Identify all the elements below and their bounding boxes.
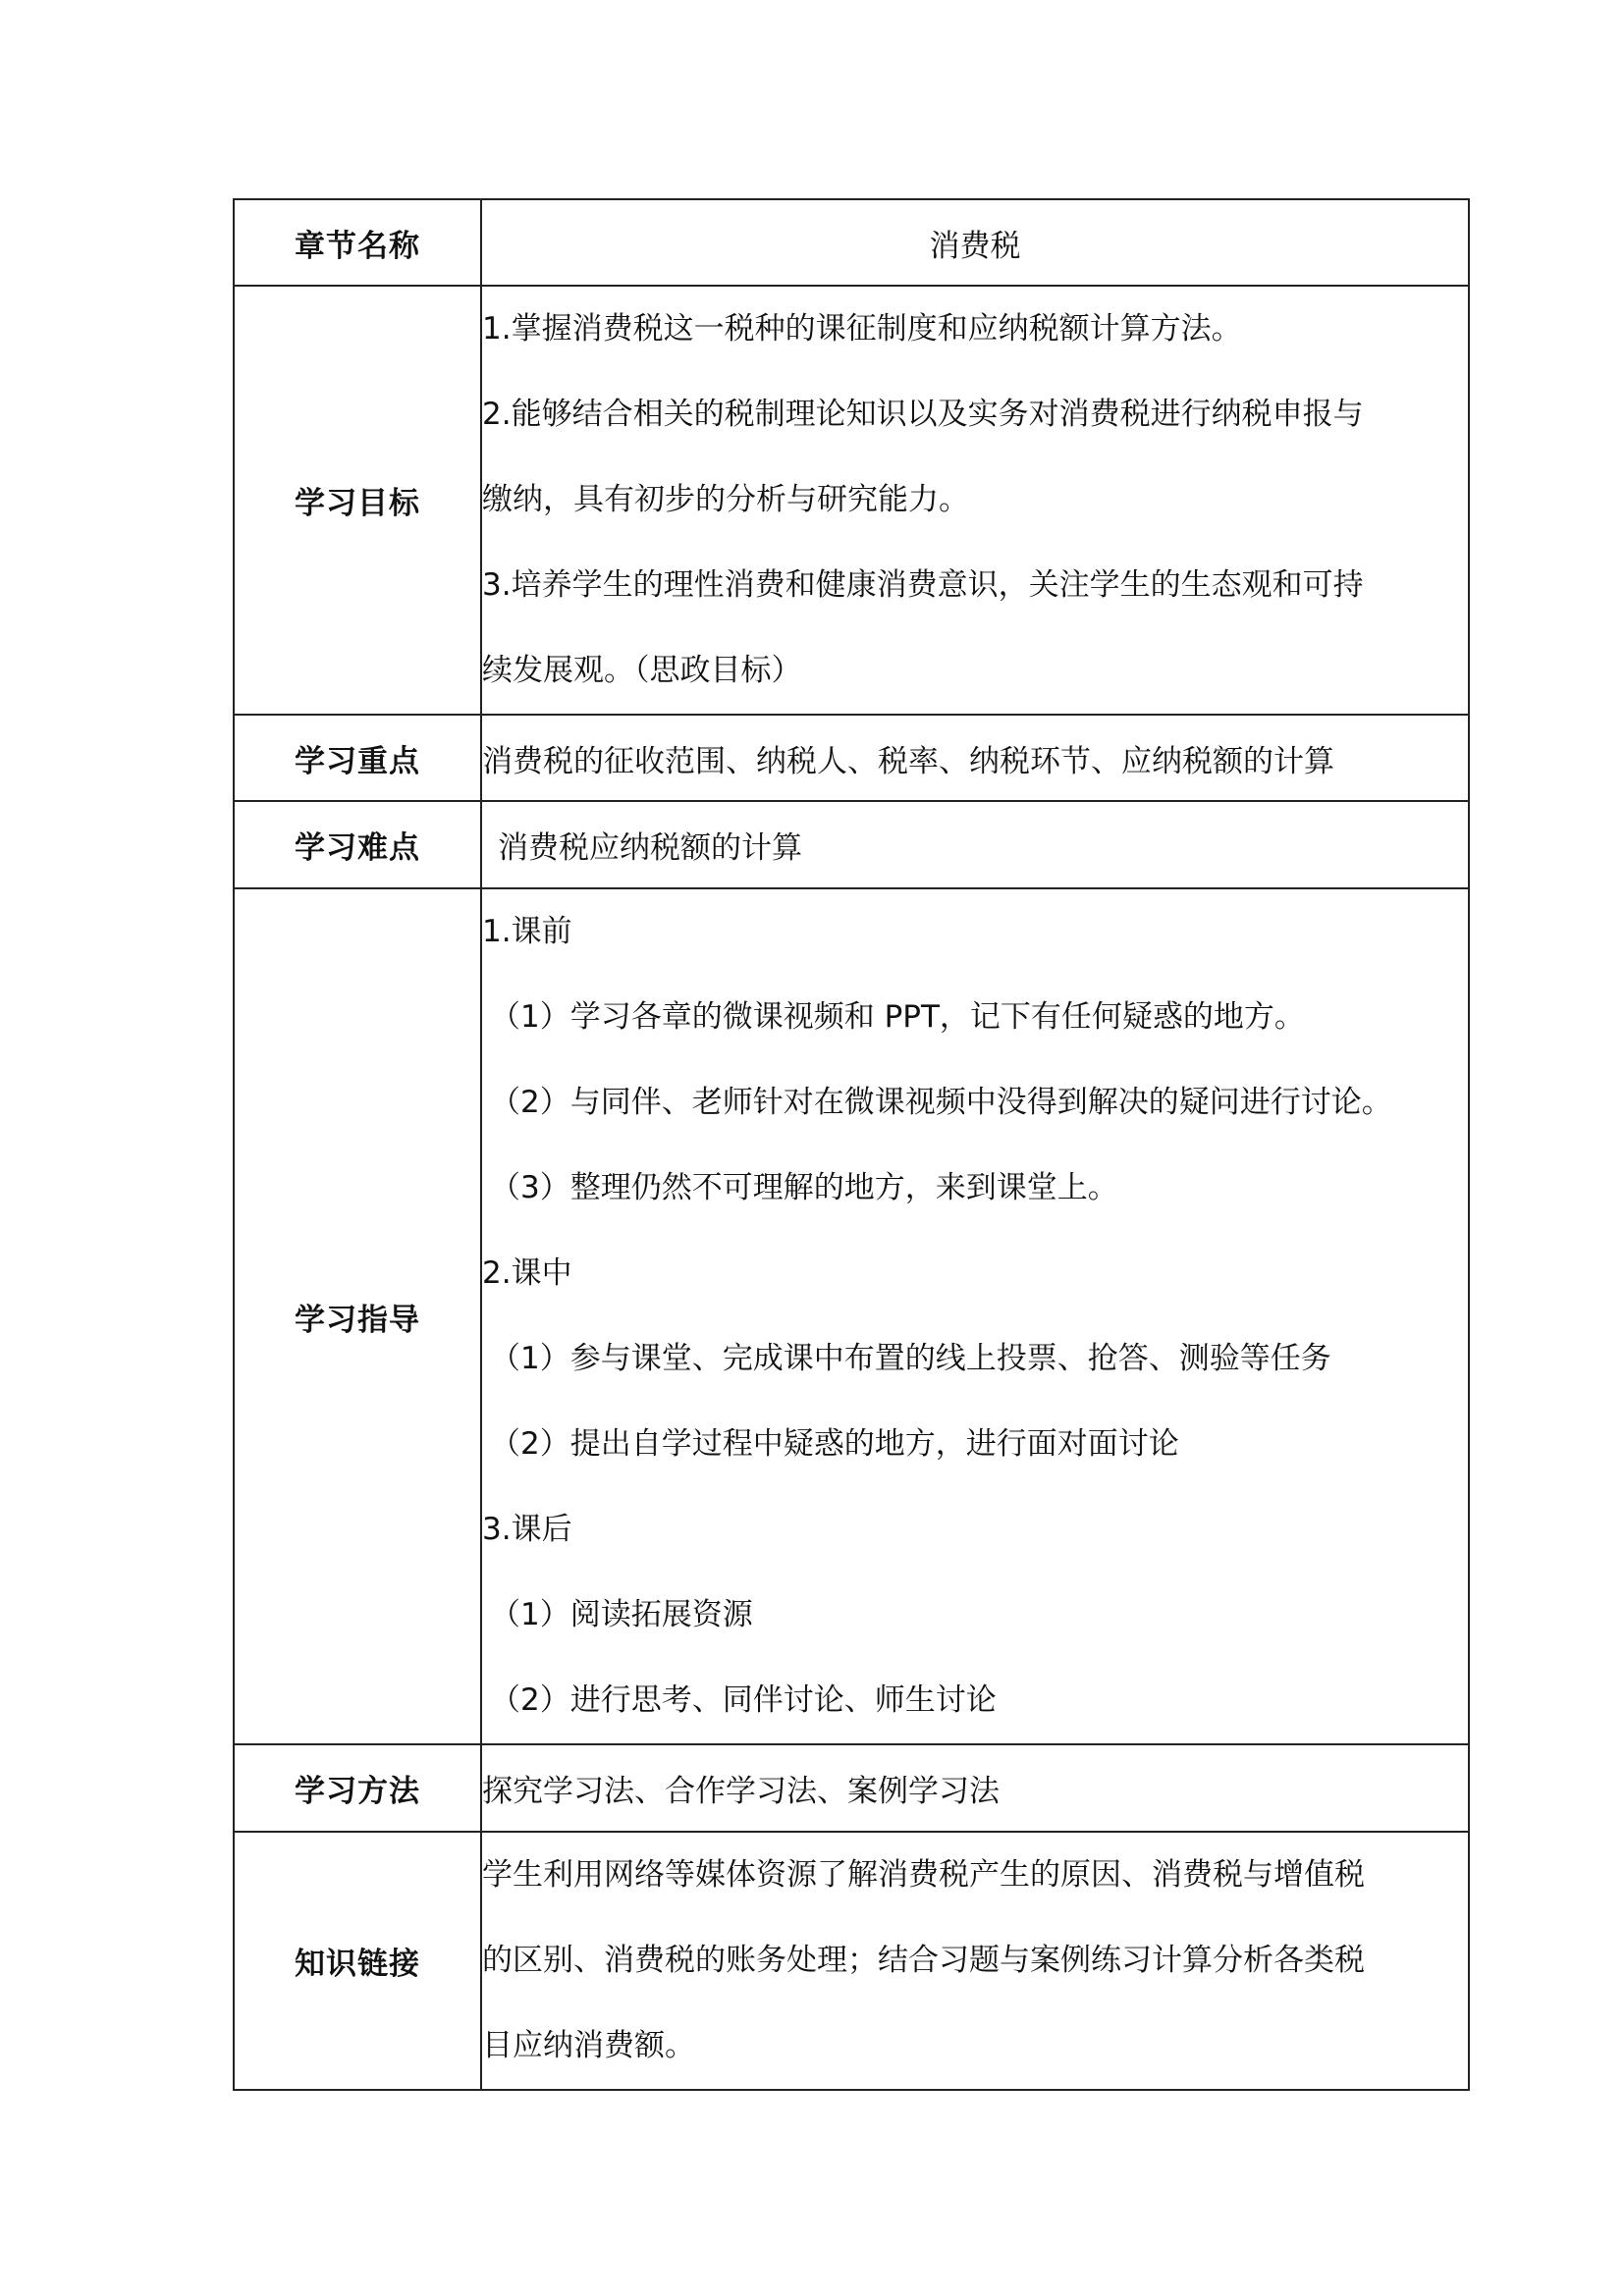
objectives-line: 续发展观。（思政目标） [482,653,802,688]
difficulties-value [481,801,1469,888]
guidance-line: （2）与同伴、老师针对在微课视频中没得到解决的疑问进行讨论。 [490,1085,1392,1120]
objectives-line: 3.培养学生的理性消费和健康消费意识，关注学生的生态观和可持 [482,567,1364,603]
guidance-content [481,888,1469,1744]
row-methods [234,1744,1469,1832]
difficulties-label: 学习难点 [234,801,481,888]
knowledge-links-content [481,1832,1469,2090]
key-points-value: 消费税的征收范围、纳税人、税率、纳税环节、应纳税额的计算 [481,715,1469,801]
methods-value: 探究学习法、合作学习法、案例学习法 [481,1744,1469,1832]
row-chapter-name [234,199,1469,286]
objectives-label: 学习目标 [234,286,481,715]
guidance-line: （2）提出自学过程中疑惑的地方，进行面对面讨论 [490,1426,1179,1462]
chapter-name-value: 消费税 [481,199,1469,286]
difficulties-text: 消费税应纳税额的计算 [498,830,802,866]
knowledge-links-line: 学生利用网络等媒体资源了解消费税产生的原因、消费税与增值税 [482,1857,1365,1893]
objectives-line: 1.掌握消费税这一税种的课征制度和应纳税额计算方法。 [482,311,1242,347]
key-points-label: 学习重点 [234,715,481,801]
chapter-name-label: 章节名称 [234,199,481,286]
guidance-label: 学习指导 [234,888,481,1744]
guidance-line: （1）学习各章的微课视频和 PPT，记下有任何疑惑的地方。 [490,999,1305,1035]
knowledge-links-label: 知识链接 [234,1832,481,2090]
row-knowledge-links [234,1832,1469,2090]
objectives-line: 2.能够结合相关的税制理论知识以及实务对消费税进行纳税申报与 [482,397,1364,432]
guidance-line: （2）进行思考、同伴讨论、师生讨论 [490,1682,997,1718]
knowledge-links-line: 目应纳消费额。 [482,2028,695,2063]
row-guidance [234,888,1469,1744]
row-objectives [234,286,1469,715]
guidance-line: （3）整理仍然不可理解的地方，来到课堂上。 [490,1170,1118,1205]
knowledge-links-line: 的区别、消费税的账务处理；结合习题与案例练习计算分析各类税 [482,1943,1365,1978]
objectives-content [481,286,1469,715]
row-key-points [234,715,1469,801]
row-difficulties [234,801,1469,888]
guidance-line: （1）阅读拓展资源 [490,1597,753,1632]
guidance-line: 1.课前 [482,914,572,949]
objectives-line: 缴纳，具有初步的分析与研究能力。 [482,482,969,517]
methods-label: 学习方法 [234,1744,481,1832]
guidance-line: 3.课后 [482,1512,572,1547]
lesson-plan-table [233,198,1470,2091]
guidance-line: 2.课中 [482,1255,572,1291]
guidance-line: （1）参与课堂、完成课中布置的线上投票、抢答、测验等任务 [490,1341,1331,1376]
